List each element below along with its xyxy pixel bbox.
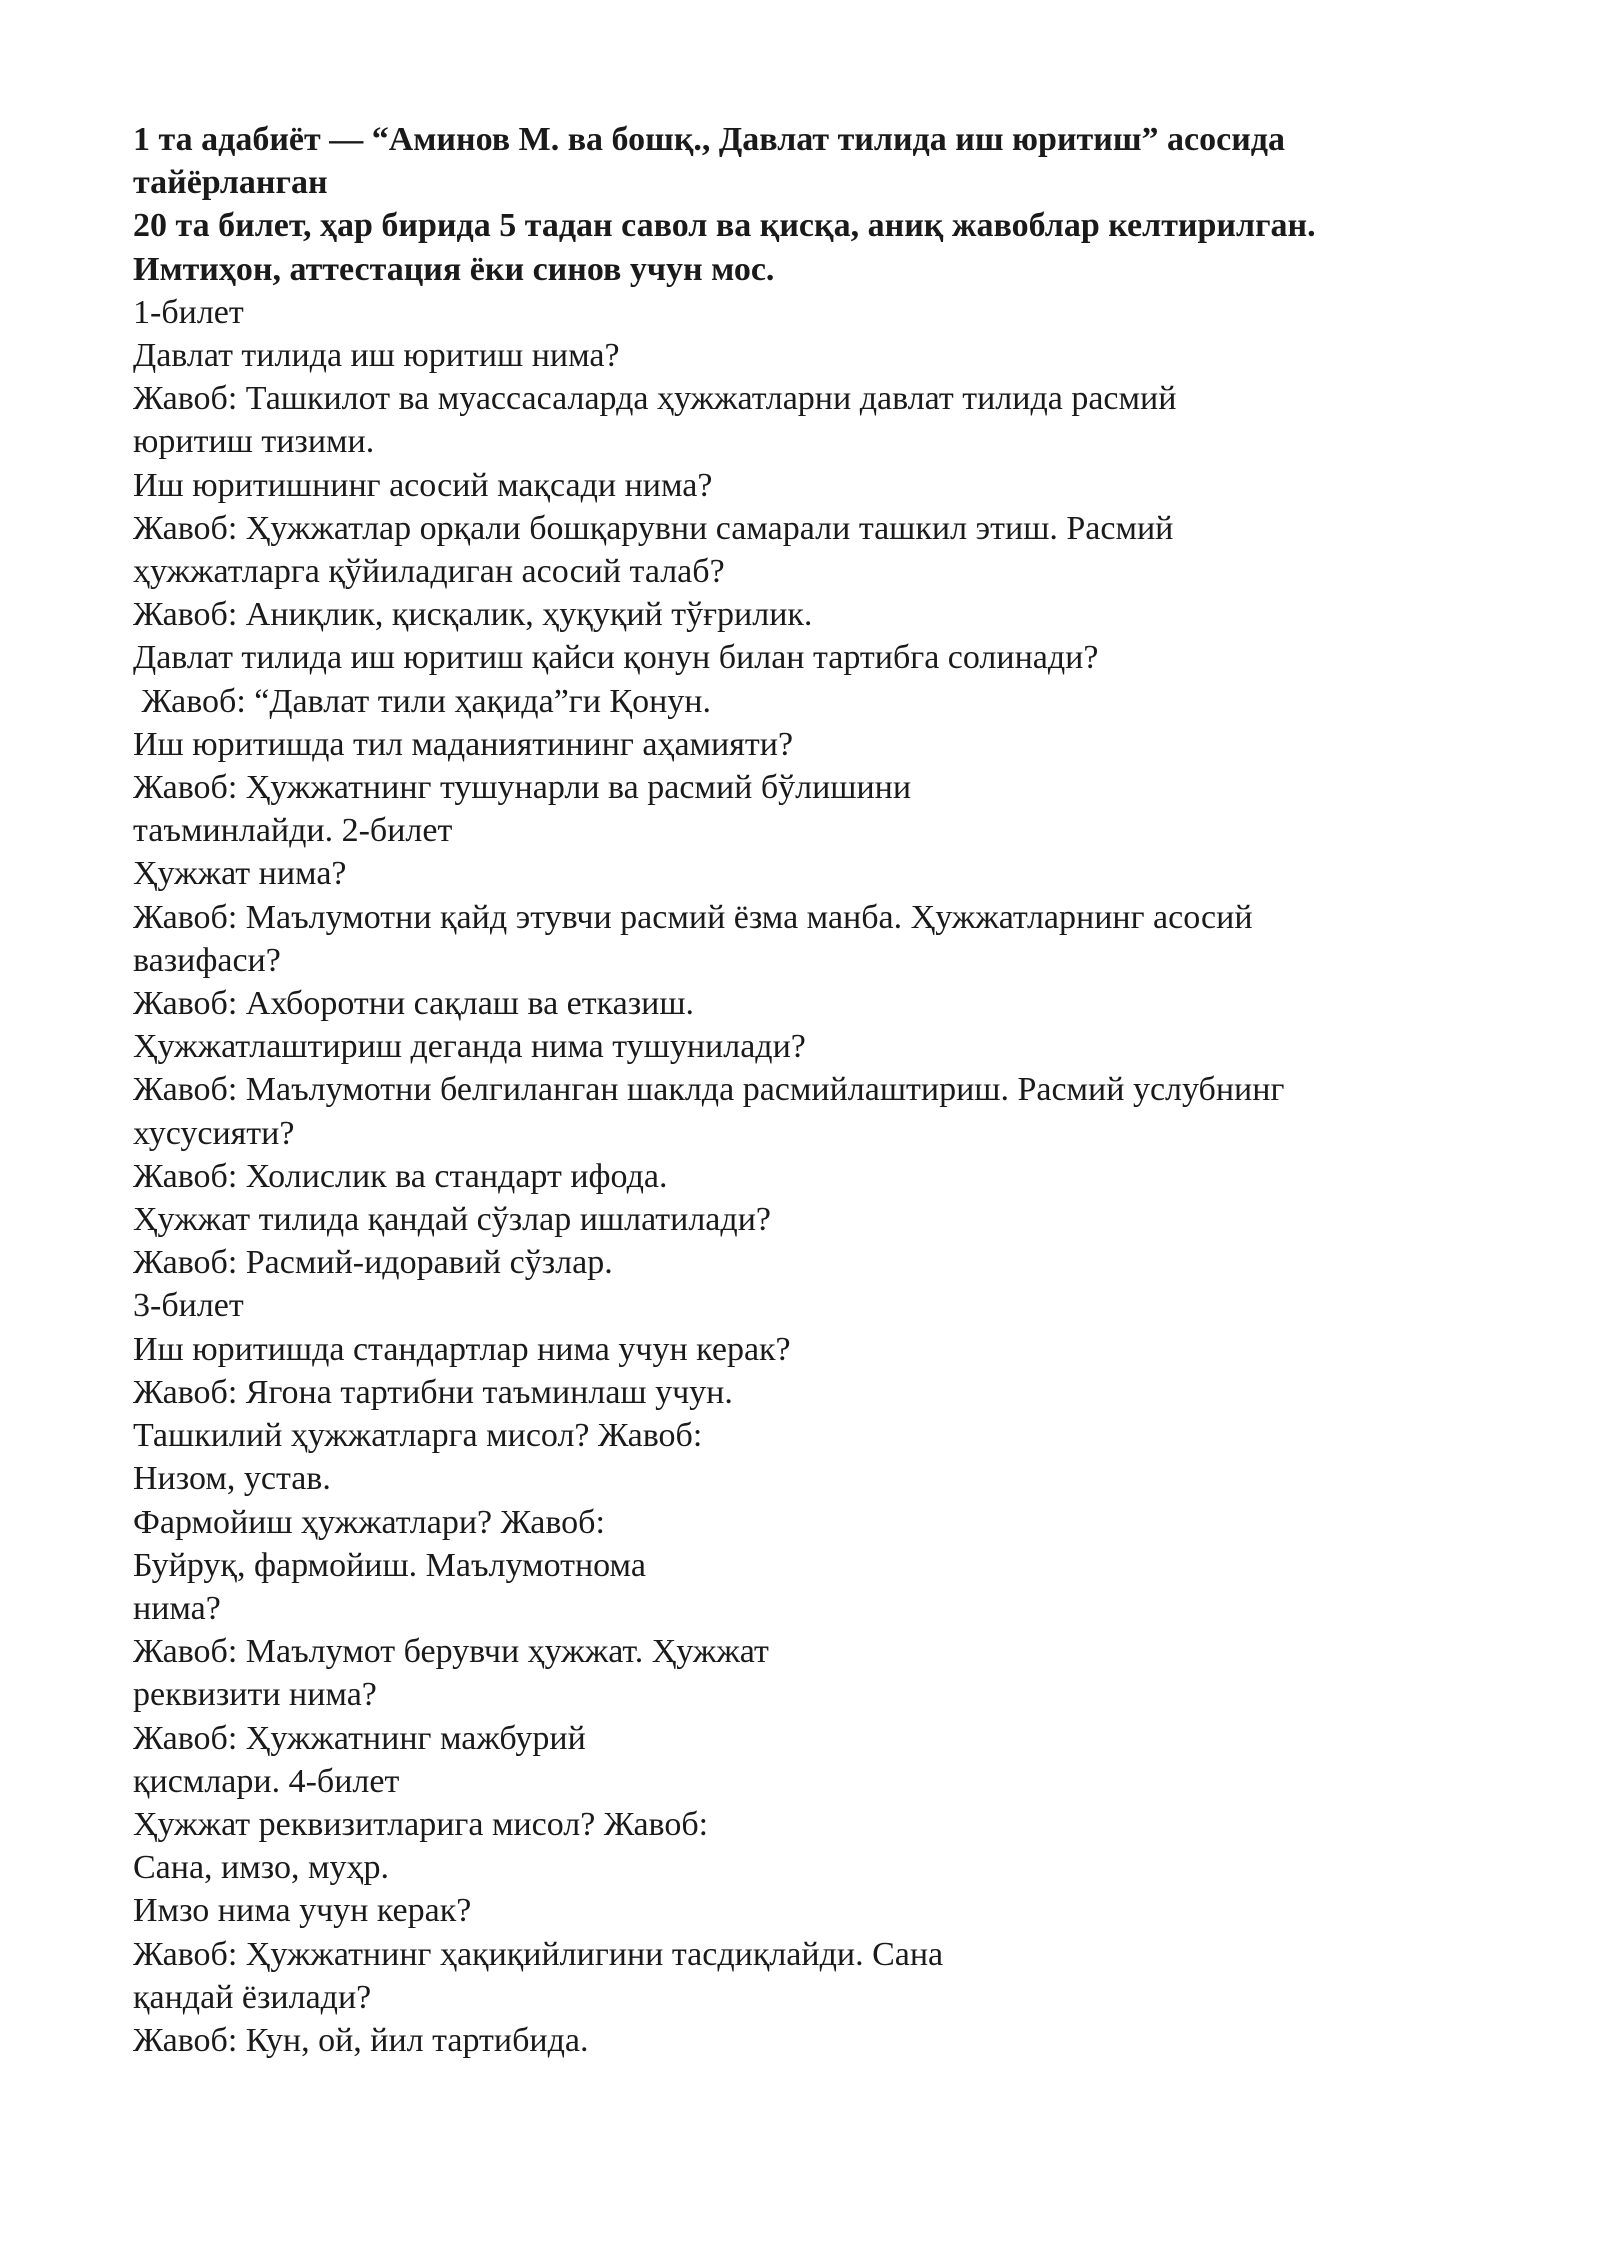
body-line: хусусияти? — [133, 1114, 295, 1152]
body-line: Жавоб: Ташкилот ва муассасаларда ҳужжатларни давлат тилида расмий — [133, 380, 1177, 418]
body-line: ҳужжатларга қўйиладиган асосий талаб? — [133, 553, 725, 591]
body-line: Жавоб: Маълумот берувчи ҳужжат. Ҳужжат — [133, 1633, 769, 1671]
body-line: Жавоб: Ҳужжатнинг тушунарли ва расмий бўлишини — [133, 769, 912, 807]
body-line: қисмлари. 4-билет — [133, 1762, 400, 1800]
body-line: Давлат тилида иш юритиш қайси қонун билан тартибга солинади? — [133, 639, 1099, 677]
body-line: нима? — [133, 1589, 221, 1627]
body-line: Ҳужжат тилида қандай сўзлар ишлатилади? — [133, 1201, 771, 1239]
header-line: 20 та билет, ҳар бирида 5 тадан савол ва қисқа, аниқ жавоблар келтирилган. — [133, 207, 1316, 245]
header-line: Имтиҳон, аттестация ёки синов учун мос. — [133, 250, 775, 288]
body-line: Иш юритишнинг асосий мақсади нима? — [133, 466, 713, 504]
body-line: Жавоб: Аниқлик, қисқалик, ҳуқуқий тўғрилик. — [133, 596, 813, 634]
body-line: 1-билет — [133, 293, 244, 331]
body-line: Жавоб: Маълумотни белгиланган шаклда расмийлаштириш. Расмий услубнинг — [133, 1071, 1285, 1109]
body-line: Жавоб: Холислик ва стандарт ифода. — [133, 1157, 668, 1195]
header-line: тайёрланган — [133, 164, 328, 202]
body-line: Иш юритишда стандартлар нима учун керак? — [133, 1330, 791, 1368]
body-line: қандай ёзилади? — [133, 1978, 372, 2016]
body-line: Ҳужжат нима? — [133, 855, 347, 893]
body-line: реквизити нима? — [133, 1676, 377, 1714]
document-content — [133, 118, 1533, 2062]
body-line: Буйруқ, фармойиш. Маълумотнома — [133, 1546, 646, 1584]
body-line: Жавоб: Кун, ой, йил тартибида. — [133, 2021, 589, 2059]
body-line: Сана, имзо, муҳр. — [133, 1849, 390, 1887]
body-line: юритиш тизими. — [133, 423, 375, 461]
body-line: Жавоб: Расмий-идоравий сўзлар. — [133, 1244, 613, 1282]
body-line: Жавоб: Ҳужжатлар орқали бошқарувни самарали ташкил этиш. Расмий — [133, 509, 1174, 547]
body-line: Жавоб: Ҳужжатнинг мажбурий — [133, 1719, 586, 1757]
document-header — [133, 118, 1533, 291]
body-line: Фармойиш ҳужжатлари? Жавоб: — [133, 1503, 605, 1541]
body-line: Жавоб: Ҳужжатнинг ҳақиқийлигини тасдиқлайди. Сана — [133, 1935, 944, 1973]
body-line: Давлат тилида иш юритиш нима? — [133, 337, 620, 375]
body-line: Имзо нима учун керак? — [133, 1892, 472, 1930]
document-body — [133, 291, 1533, 2062]
body-line: Низом, устав. — [133, 1460, 331, 1498]
body-line: Ҳужжатлаштириш деганда нима тушунилади? — [133, 1028, 806, 1066]
header-line: 1 та адабиёт — “Аминов М. ва бошқ., Давлат тилида иш юритиш” асосида — [133, 121, 1285, 158]
body-line: 3-билет — [133, 1287, 244, 1325]
body-line: Ҳужжат реквизитларига мисол? Жавоб: — [133, 1805, 709, 1843]
body-line: Жавоб: “Давлат тили ҳақида”ги Қонун. — [133, 682, 711, 720]
body-line: Иш юритишда тил маданиятининг аҳамияти? — [133, 725, 794, 763]
body-line: Ташкилий ҳужжатларга мисол? Жавоб: — [133, 1417, 703, 1455]
body-line: Жавоб: Ягона тартибни таъминлаш учун. — [133, 1373, 733, 1411]
body-line: вазифаси? — [133, 941, 281, 979]
body-line: Жавоб: Ахборотни сақлаш ва етказиш. — [133, 985, 695, 1023]
body-line: таъминлайди. 2-билет — [133, 812, 453, 850]
body-line: Жавоб: Маълумотни қайд этувчи расмий ёзма манба. Ҳужжатларнинг асосий — [133, 898, 1253, 936]
